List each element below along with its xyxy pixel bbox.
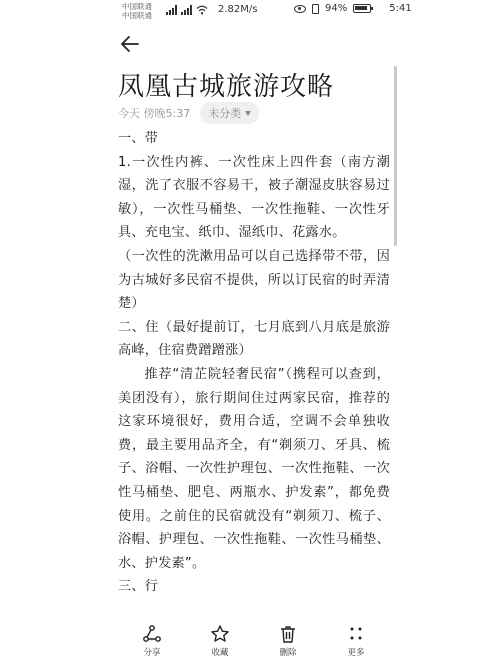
paragraph: 一、带 xyxy=(118,131,159,146)
favorite-button[interactable] xyxy=(200,624,240,666)
eye-comfort-icon xyxy=(294,5,306,13)
paragraph: 1.一次性内裤、一次性床上四件套（南方潮湿，洗了衣服不容易干，被子潮湿皮肤容易过敏），一次性马桶垫、一次性拖鞋、一次性牙具、充电宝、纸巾、湿纸巾、花露水。 xyxy=(118,154,390,241)
share-icon xyxy=(142,624,162,644)
paragraph: （一次性的洗漱用品可以自己选择带不带，因为古城好多民宿不提供，所以订民宿的时弄清楚） xyxy=(118,248,390,312)
status-right xyxy=(294,3,412,14)
clock: 5:41 xyxy=(389,3,412,14)
wifi-icon xyxy=(196,5,208,15)
category-dropdown[interactable] xyxy=(200,102,259,124)
note-timestamp: 今天 傍晚5:37 xyxy=(118,107,191,120)
paragraph: 三、行 xyxy=(118,579,159,595)
signal-wifi-group xyxy=(166,5,208,15)
status-bar xyxy=(0,0,500,22)
more-button[interactable] xyxy=(336,624,376,666)
battery-icon xyxy=(353,4,371,13)
scrollbar[interactable] xyxy=(394,66,397,246)
share-label: 分享 xyxy=(143,648,161,658)
signal-icon xyxy=(166,5,177,15)
signal-icon-2 xyxy=(181,5,192,15)
paragraph: 二、住（最好提前订，七月底到八月底是旅游高峰，住宿费蹭蹭涨） xyxy=(118,319,390,359)
note-title[interactable]: 凤凰古城旅游攻略 xyxy=(118,72,335,102)
note-meta xyxy=(118,102,259,124)
carrier-2: 中国联通 xyxy=(122,11,152,20)
carrier-info xyxy=(122,2,152,20)
share-button[interactable] xyxy=(132,624,172,666)
delete-button[interactable] xyxy=(268,624,308,666)
category-label: 未分类 xyxy=(208,107,242,120)
battery-percent: 94% xyxy=(325,3,348,14)
arrow-left-icon xyxy=(118,32,142,56)
carrier-1: 中国联通 xyxy=(122,2,152,11)
note-body[interactable] xyxy=(118,127,390,599)
favorite-label: 收藏 xyxy=(211,648,229,658)
star-icon xyxy=(210,624,230,644)
paragraph: 推荐“清芷院轻奢民宿”（携程可以查到，美团没有），旅行期间住过两家民宿，推荐的这家环境很好，费用合适，空调不会单独收费，最主要用品齐全，有“剃须刀、牙具、梳子、浴帽、一次性护理包、一次性拖鞋、一次性马桶垫、肥皂、两瓶水、护发素”，都免费使用。之前住的民宿就没有“剃须刀、梳子、浴帽、护理包、一次性拖鞋、一次性马桶垫、水、护发素”。 xyxy=(118,366,390,571)
more-dots-icon xyxy=(346,624,366,644)
trash-icon xyxy=(278,624,298,644)
bottom-toolbar xyxy=(118,624,390,666)
more-label: 更多 xyxy=(347,648,365,658)
network-speed: 2.82M/s xyxy=(218,4,258,15)
delete-label: 删除 xyxy=(279,648,297,658)
back-button[interactable] xyxy=(118,32,142,56)
chevron-down-icon xyxy=(245,111,251,116)
vibrate-icon xyxy=(312,4,319,14)
